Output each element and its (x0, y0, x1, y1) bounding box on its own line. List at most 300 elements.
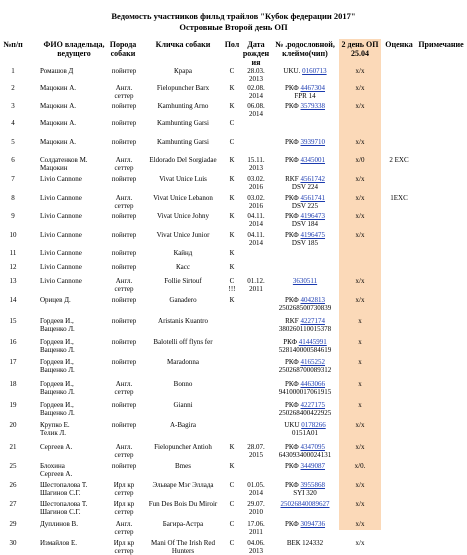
registration-link[interactable]: 4165252 (300, 358, 326, 367)
registration-extra: DSV 184 (291, 220, 319, 229)
dog-name (144, 462, 222, 470)
score: 2 EXC (389, 156, 409, 165)
dob-line: 04.06. (247, 538, 265, 547)
registration-link[interactable]: 4561741 (300, 193, 326, 202)
registration-line (272, 358, 338, 366)
date-of-birth (241, 520, 271, 536)
day2-result: х/х (355, 500, 365, 509)
dog-name (144, 138, 222, 146)
dog-name-line: Эльваре Мэг Эллада (152, 480, 214, 489)
registration-extra: 643093400024131 (278, 450, 332, 459)
dog-name-line: Fun Des Bois Du Miroir (148, 500, 218, 509)
owner-line: Измайлов Е. (40, 538, 78, 547)
sex (222, 277, 242, 293)
registration-line (272, 380, 338, 388)
breed (104, 481, 144, 497)
registration-extra: 528140000584619 (278, 345, 332, 354)
owner-line: Мацокин А. (40, 119, 77, 128)
dob-line: 2013 (249, 74, 263, 83)
registration (272, 102, 338, 110)
breed-line: пойнтер (111, 358, 137, 367)
row-number: 17 (9, 358, 17, 367)
header-owner: ФИО владельца, ведущего (43, 40, 105, 58)
breed (104, 443, 144, 459)
owner-line: Мацокин А. (40, 101, 77, 110)
header-day2: 2 день ОП 25.04 (341, 40, 379, 58)
registration-link[interactable]: 4467304 (300, 84, 326, 93)
header-num: №п/п (3, 40, 23, 49)
sex-value: С (229, 538, 235, 547)
registration-line (272, 67, 338, 75)
owner-name (40, 138, 102, 146)
breed-line: пойнтер (111, 421, 137, 430)
registration-prefix: UKU (284, 421, 302, 430)
owner-name (40, 317, 102, 333)
dob-line: 03.02. (247, 175, 265, 183)
breed-line: сеттер (114, 528, 134, 537)
breed (104, 194, 144, 210)
row-number: 8 (11, 193, 15, 202)
date-of-birth (241, 84, 271, 100)
registration (272, 156, 338, 164)
row-number: 2 (11, 84, 15, 93)
day2-result: х/х (355, 66, 365, 75)
registration (272, 84, 338, 100)
dob-line: 2014 (249, 220, 263, 229)
registration-prefix: РКФ (284, 442, 301, 451)
sex (222, 119, 242, 127)
breed (104, 84, 144, 100)
registration-link[interactable]: 4196473 (300, 212, 326, 221)
registration-line (272, 401, 338, 409)
registration-link[interactable]: 3579338 (300, 101, 326, 110)
header-note: Примечание (418, 40, 464, 49)
sex (222, 296, 242, 304)
breed (104, 277, 144, 293)
registration-line (272, 102, 338, 110)
registration-prefix: РКФ (284, 212, 301, 221)
header-score: Оценка (385, 40, 413, 49)
owner-line: Livio Cannone (40, 175, 82, 183)
registration-link[interactable]: 25026840089627 (280, 500, 330, 509)
breed-line: сеттер (114, 450, 134, 459)
dog-name-line: Vivat Unice Luis (159, 175, 207, 183)
owner-line: Ващенко Л. (40, 345, 75, 354)
sex (222, 231, 242, 239)
registration-prefix: РКФ (284, 462, 301, 471)
registration-link[interactable]: 3955868 (300, 480, 326, 489)
dob-line: 2015 (249, 450, 263, 459)
sex (222, 102, 242, 110)
owner-name (40, 263, 102, 271)
breed-line: пойнтер (111, 249, 137, 258)
row-number: 7 (11, 175, 15, 183)
breed-line: пойнтер (111, 66, 137, 75)
sex (222, 84, 242, 92)
owner-name (40, 358, 102, 374)
owner-name (40, 102, 102, 110)
day2-result: х/х (355, 137, 365, 146)
registration-prefix: RKF (285, 175, 301, 183)
day2-result: х (358, 379, 362, 388)
dog-name (144, 156, 222, 164)
sex-value: К (229, 193, 235, 202)
breed-line: сеттер (114, 546, 134, 555)
breed-line: пойнтер (111, 316, 137, 325)
dog-name-line: Касс (176, 262, 190, 271)
sex-value: С (229, 500, 235, 509)
row-number: 18 (9, 379, 17, 388)
dob-line: 2013 (249, 164, 263, 173)
dog-name (144, 338, 222, 346)
registration-line (272, 212, 338, 220)
header-reg: № .родословной, клеймо(чип) (275, 40, 335, 58)
dog-name (144, 317, 222, 325)
owner-line: Livio Cannone (40, 193, 82, 202)
owner-line: Дуплинов В. (40, 520, 78, 529)
day2-result: х/х (355, 276, 365, 285)
date-of-birth (241, 102, 271, 118)
dob-line: 04.11. (247, 212, 265, 221)
registration-line (272, 194, 338, 202)
row-number: 9 (11, 212, 15, 221)
breed (104, 138, 144, 146)
row-number: 6 (11, 156, 15, 165)
day2-result: х/х (355, 230, 365, 239)
dob-line: 2011 (249, 284, 263, 293)
day2-result: х/0 (355, 156, 365, 165)
row-number: 21 (9, 442, 17, 451)
registration-extra: 250268400422925 (278, 408, 332, 417)
sex-value: К (229, 84, 235, 93)
page-subtitle: Островные Второй день ОП (179, 22, 288, 32)
sex-value: К (229, 262, 235, 271)
owner-name (40, 380, 102, 396)
dog-name (144, 500, 222, 508)
dog-name-line: Eldorado Del Sorgiadae (149, 156, 217, 165)
sex (222, 263, 242, 271)
owner-name (40, 175, 102, 183)
sex-value: С (229, 276, 235, 285)
dog-name (144, 421, 222, 429)
registration-link[interactable]: 0160713 (302, 66, 327, 75)
dog-name-line: Vivat Unice Johny (156, 212, 210, 221)
date-of-birth (241, 277, 271, 293)
registration-extra: FPR 14 (294, 92, 316, 101)
row-number: 13 (9, 276, 17, 285)
breed-line: пойнтер (111, 101, 137, 110)
dog-name (144, 212, 222, 220)
registration-link[interactable]: 3630511 (292, 276, 318, 285)
owner-name (40, 67, 102, 75)
dog-name (144, 358, 222, 366)
sex-value: К (229, 442, 235, 451)
owner-name (40, 249, 102, 257)
dob-line: 2010 (249, 508, 263, 517)
breed-line: пойнтер (111, 400, 137, 409)
owner-name (40, 277, 102, 285)
header-sex: Пол (224, 40, 240, 49)
registration (272, 338, 338, 354)
breed-line: Ирл кр (113, 480, 135, 489)
breed (104, 539, 144, 555)
breed (104, 338, 144, 346)
dog-name-line: Крара (174, 66, 192, 75)
owner-name (40, 231, 102, 239)
owner-line: Гордеев И., (40, 337, 74, 346)
breed (104, 358, 144, 366)
owner-name (40, 539, 102, 547)
date-of-birth (241, 481, 271, 497)
registration-prefix: РКФ (284, 520, 301, 529)
registration-link[interactable]: 41445991 (298, 337, 327, 346)
registration-link[interactable]: 4227175 (300, 400, 326, 409)
dog-name (144, 380, 222, 388)
dob-line: 01.05. (247, 480, 265, 489)
registration (272, 317, 338, 333)
date-of-birth (241, 175, 271, 191)
sex-value: К (229, 296, 235, 305)
dog-name-line: Gianni (173, 400, 193, 409)
date-of-birth (241, 500, 271, 516)
owner-line: Livio Cannone (40, 276, 82, 285)
sex (222, 481, 242, 489)
registration-prefix: UKU. (283, 66, 303, 75)
owner-line: Livio Cannone (40, 212, 82, 221)
breed-line: сеттер (114, 508, 134, 517)
owner-name (40, 194, 102, 202)
day2-result: х/х (355, 193, 365, 202)
registration-line (272, 520, 338, 528)
owner-name (40, 338, 102, 354)
day2-result: х/х (355, 84, 365, 93)
registration-prefix: ВЕК 124332 (286, 538, 324, 547)
registration-link[interactable]: 3939710 (300, 137, 326, 146)
registration (272, 481, 338, 497)
row-number: 15 (9, 316, 17, 325)
sex-value: К (229, 249, 235, 258)
breed (104, 401, 144, 409)
row-number: 3 (11, 101, 15, 110)
owner-line: Livio Cannone (40, 230, 82, 239)
dog-name-line: A-Bagira (169, 421, 197, 430)
sex (222, 443, 242, 451)
row-number: 26 (9, 480, 17, 489)
registration-line (272, 500, 338, 508)
breed-line: сеттер (114, 284, 134, 293)
breed (104, 263, 144, 271)
dog-name (144, 263, 222, 271)
registration-extra: 250268700089312 (278, 366, 332, 375)
sex-value: С (229, 66, 235, 75)
registration (272, 175, 338, 191)
header-dob: Дата рожден ия (242, 40, 270, 67)
dog-name-line: Vivat Unice Lebanon (153, 193, 213, 202)
dog-name-line: Follie Sirtouf (164, 276, 202, 285)
registration-link[interactable]: 4345001 (300, 156, 326, 165)
dog-name-line: Fielopuncher Barx (156, 84, 210, 93)
registration-extra: SYI 320 (293, 488, 317, 497)
owner-line: Ващенко Л. (40, 387, 75, 396)
registration-link[interactable]: 4347095 (300, 442, 326, 451)
breed-line: сеттер (114, 488, 134, 497)
owner-line: Livio Cannone (40, 249, 82, 258)
registration-line (272, 231, 338, 239)
row-number: 25 (9, 462, 17, 471)
dog-name (144, 277, 222, 285)
registration (272, 67, 338, 75)
breed-line: Англ. (115, 276, 133, 285)
registration-extra: 941000017061915 (278, 387, 332, 396)
row-number: 14 (9, 296, 17, 305)
registration-extra: 380260110015378 (278, 324, 332, 333)
page-title: Ведомость участников фильд трайлов "Кубок федерации 2017" (111, 11, 356, 21)
owner-name (40, 520, 102, 528)
owner-line: Ромашов Д (40, 66, 74, 75)
registration-prefix: РКФ (284, 296, 301, 305)
registration-prefix: РКФ (284, 230, 301, 239)
registration (272, 277, 338, 285)
breed (104, 231, 144, 239)
sex (222, 462, 242, 470)
owner-line: Сергеев А. (40, 442, 73, 451)
sex (222, 175, 242, 183)
registration-line (272, 421, 338, 429)
owner-name (40, 156, 102, 172)
dog-name-line: Balotelli off flyns fer (153, 337, 213, 346)
registration-link[interactable]: 4042813 (300, 296, 326, 305)
dob-line: 2016 (249, 201, 263, 210)
registration-line (272, 84, 338, 92)
sex (222, 156, 242, 164)
row-number: 1 (11, 66, 15, 75)
date-of-birth (241, 194, 271, 210)
registration-prefix: РКФ (284, 480, 301, 489)
owner-line: Блохина (40, 462, 65, 471)
row-number: 11 (9, 249, 17, 258)
breed-line: пойнтер (111, 296, 137, 305)
breed (104, 520, 144, 536)
registration (272, 138, 338, 146)
registration-link[interactable]: 4561742 (300, 175, 325, 183)
sex-value: С (229, 137, 235, 146)
registration-line (272, 296, 338, 304)
date-of-birth (241, 67, 271, 83)
registration-prefix: РКФ (284, 156, 301, 165)
registration-line (272, 338, 338, 346)
registration-line (272, 462, 338, 470)
owner-line: Ващенко Л. (40, 366, 75, 375)
registration-link[interactable]: 4227174 (300, 316, 325, 325)
breed-line: пойнтер (111, 175, 137, 183)
breed-line: пойнтер (111, 462, 137, 471)
registration (272, 358, 338, 374)
registration-link[interactable]: 4463066 (300, 379, 326, 388)
owner-name (40, 212, 102, 220)
dog-name-line: Kamhunting Garsi (157, 137, 209, 146)
dob-line: 02.08. (247, 84, 265, 93)
row-number: 27 (9, 500, 17, 509)
registration-extra: DSV 225 (291, 201, 319, 210)
breed-line: сеттер (114, 387, 134, 396)
breed-line: пойнтер (111, 119, 137, 128)
breed-line: пойнтер (111, 230, 137, 239)
dog-name-line: Vivat Unice Junior (156, 230, 210, 239)
breed-line: Англ. (115, 520, 133, 529)
registration-line (272, 277, 338, 285)
registration-extra: 250268500730839 (278, 304, 332, 313)
header-dog: Кличка собаки (155, 40, 211, 49)
registration-link[interactable]: 3449087 (300, 462, 326, 471)
dob-line: 2014 (249, 109, 263, 118)
owner-line: Livio Cannone (40, 262, 82, 271)
owner-name (40, 296, 102, 304)
dob-line: 2011 (249, 528, 263, 537)
dob-line: 06.08. (247, 101, 265, 110)
dob-line: 15.11. (247, 156, 265, 165)
dog-name (144, 194, 222, 202)
breed-line: пойнтер (111, 137, 137, 146)
registration-line (272, 138, 338, 146)
registration (272, 231, 338, 247)
sex-value: К (229, 212, 235, 221)
registration-prefix: РКФ (283, 337, 299, 346)
breed-line: сеттер (114, 92, 134, 101)
owner-line: Мацокин А. (40, 137, 77, 146)
day2-result: х/х (355, 442, 365, 451)
sex-value: С (229, 119, 235, 128)
dog-name (144, 102, 222, 110)
registration (272, 462, 338, 470)
registration-link[interactable]: 4196475 (300, 230, 326, 239)
dog-name-line: Mani Of The Irish Red (150, 538, 216, 547)
registration-line (272, 175, 338, 183)
breed-line: Англ. (115, 193, 133, 202)
dob-line: 17.06. (247, 520, 265, 529)
owner-name (40, 481, 102, 497)
dog-name-line: Fielopuncher Antioh (154, 442, 212, 451)
registration-link[interactable]: 3094736 (300, 520, 326, 529)
dog-name (144, 119, 222, 127)
dog-name (144, 296, 222, 304)
sex-value: К (229, 101, 235, 110)
breed-line: пойнтер (111, 212, 137, 221)
dog-name (144, 481, 222, 489)
registration (272, 296, 338, 312)
registration-line (272, 156, 338, 164)
owner-line: Шестопалова Т. (40, 500, 88, 509)
owner-name (40, 401, 102, 417)
owner-line: Шагинов С.Г. (40, 508, 81, 517)
dog-name-line: Кайнд (173, 249, 193, 258)
owner-name (40, 119, 102, 127)
breed (104, 421, 144, 429)
owner-line: Сергеев А. (40, 470, 73, 479)
registration-link[interactable]: 0178266 (301, 421, 326, 430)
registration (272, 401, 338, 417)
sex (222, 194, 242, 202)
breed (104, 156, 144, 172)
owner-line: Гордеев И., (40, 400, 74, 409)
dob-line: 28.03. (247, 66, 265, 75)
dob-line: 29.07. (247, 500, 265, 509)
sex-note: !!! (228, 284, 236, 293)
owner-name (40, 84, 102, 92)
dob-line: 28.07. (247, 442, 265, 451)
date-of-birth (241, 539, 271, 555)
day2-result: х/х (355, 520, 365, 529)
dog-name-line: Bmes (175, 462, 191, 471)
